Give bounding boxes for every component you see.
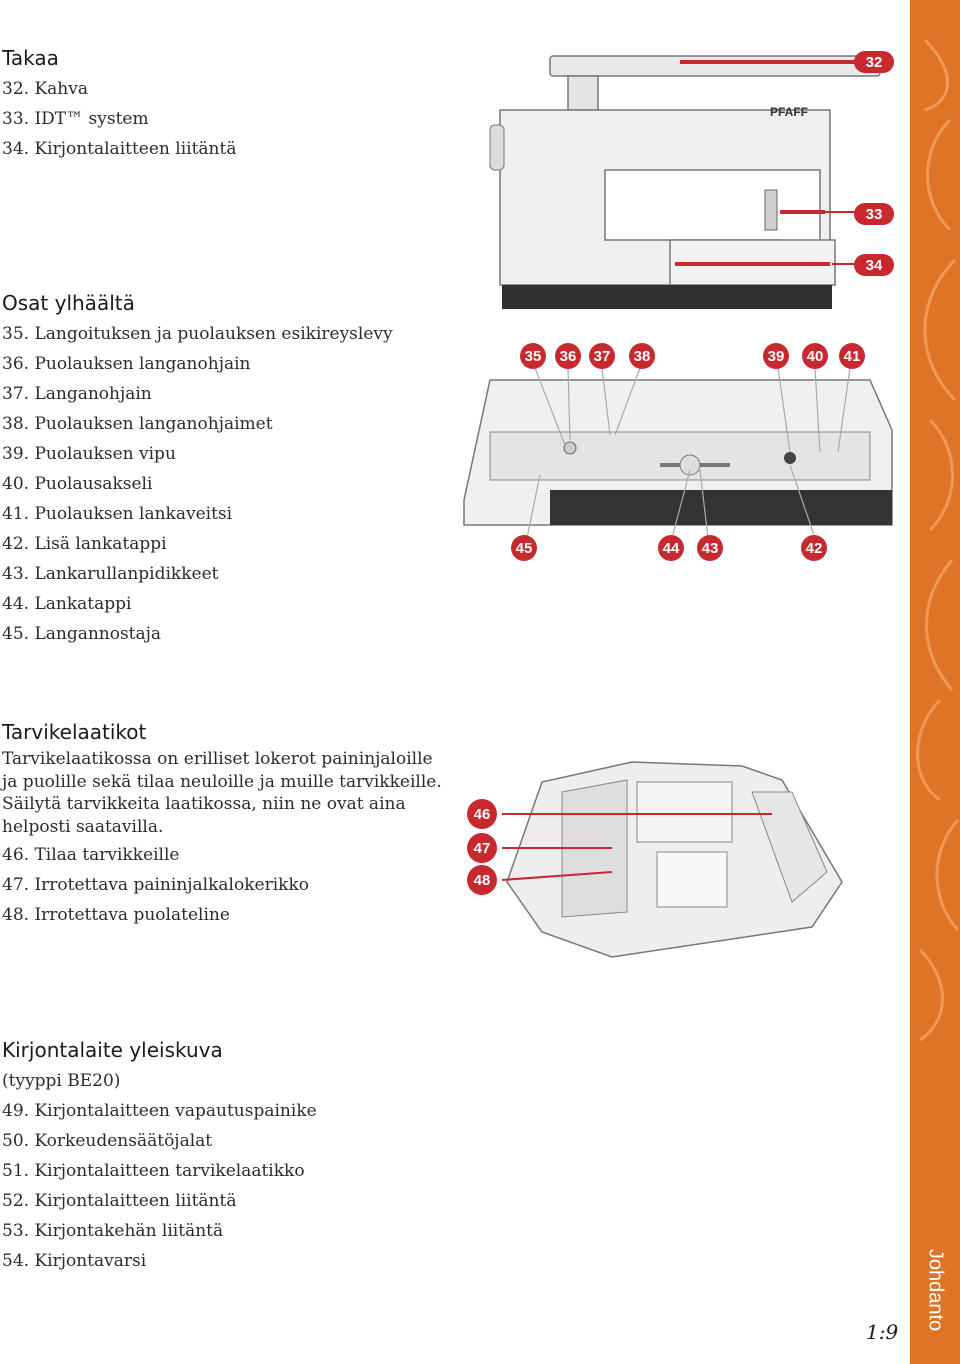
svg-text:32: 32 bbox=[865, 54, 883, 71]
section-top bbox=[2, 291, 462, 649]
connector-highlight bbox=[675, 262, 830, 266]
callout-badge bbox=[697, 535, 723, 561]
callout-badge bbox=[763, 343, 789, 369]
svg-text:37: 37 bbox=[593, 348, 611, 365]
machine-base bbox=[502, 285, 832, 309]
callout-badge bbox=[589, 343, 615, 369]
machine-base-dark bbox=[550, 490, 892, 525]
svg-text:44: 44 bbox=[662, 540, 680, 557]
list-item: 53. Kirjontakehän liitäntä bbox=[2, 1221, 224, 1241]
spool-pin-icon bbox=[784, 452, 796, 464]
paragraph bbox=[2, 748, 462, 838]
svg-text:45: 45 bbox=[515, 540, 533, 557]
list-item: 51. Kirjontalaitteen tarvikelaatikko bbox=[2, 1161, 305, 1181]
chapter-label: Johdanto bbox=[924, 1248, 947, 1332]
svg-text:46: 46 bbox=[473, 806, 491, 823]
brand-label: PFAFF bbox=[770, 105, 808, 119]
list-item: 47. Irrotettava paininjalkalokerikko bbox=[2, 875, 309, 895]
paragraph-line: helposti saatavilla. bbox=[2, 816, 164, 837]
list-item: 45. Langannostaja bbox=[2, 624, 162, 644]
list-item: 54. Kirjontavarsi bbox=[2, 1251, 147, 1271]
svg-text:41: 41 bbox=[843, 348, 861, 365]
callout-badge bbox=[520, 343, 546, 369]
paragraph-line: Säilytä tarvikkeita laatikossa, niin ne ovat aina bbox=[2, 794, 406, 814]
list-item: 34. Kirjontalaitteen liitäntä bbox=[2, 139, 237, 159]
idt-highlight bbox=[780, 210, 825, 214]
section-subtitle: (tyyppi BE20) bbox=[2, 1071, 121, 1091]
list-item: 36. Puolauksen langanohjain bbox=[2, 354, 251, 374]
callout-badge bbox=[854, 51, 894, 73]
svg-text:48: 48 bbox=[473, 872, 491, 889]
svg-text:39: 39 bbox=[767, 348, 785, 365]
callout-badge bbox=[555, 343, 581, 369]
section-back bbox=[2, 46, 462, 164]
list-item: 43. Lankarullanpidikkeet bbox=[2, 564, 219, 584]
svg-text:42: 42 bbox=[805, 540, 823, 557]
callout-badge bbox=[854, 254, 894, 276]
section-heading: Takaa bbox=[2, 46, 59, 70]
list-item: 50. Korkeudensäätöjalat bbox=[2, 1131, 213, 1151]
svg-text:33: 33 bbox=[865, 206, 883, 223]
machine-top-figure bbox=[460, 340, 900, 570]
callout-badge bbox=[802, 343, 828, 369]
list-item: 44. Lankatappi bbox=[2, 594, 132, 614]
list-item: 35. Langoituksen ja puolauksen esikireyslevy bbox=[2, 324, 393, 344]
callout-badge bbox=[511, 535, 537, 561]
callout-badge bbox=[658, 535, 684, 561]
svg-text:43: 43 bbox=[701, 540, 719, 557]
list-item: 39. Puolauksen vipu bbox=[2, 444, 176, 464]
section-heading: Tarvikelaatikot bbox=[2, 720, 147, 744]
paragraph-line: Tarvikelaatikossa on erilliset lokerot paininjaloille bbox=[2, 749, 433, 769]
machine-back-figure bbox=[480, 40, 900, 320]
paragraph-line: ja puolille sekä tilaa neuloille ja muille tarvikkeille. bbox=[2, 771, 442, 792]
handle-highlight bbox=[680, 60, 870, 64]
callout-badge bbox=[839, 343, 865, 369]
list-item: 40. Puolausakseli bbox=[2, 474, 153, 494]
svg-text:35: 35 bbox=[524, 348, 542, 365]
callout-badge bbox=[629, 343, 655, 369]
list-item: 49. Kirjontalaitteen vapautuspainike bbox=[2, 1101, 317, 1121]
callout-badge bbox=[467, 799, 497, 829]
chapter-sidebar bbox=[910, 0, 960, 1364]
accessory-box-figure bbox=[462, 752, 852, 967]
section-heading: Kirjontalaite yleiskuva bbox=[2, 1038, 223, 1062]
svg-text:34: 34 bbox=[865, 257, 883, 274]
list-item: 41. Puolauksen lankaveitsi bbox=[2, 504, 233, 524]
svg-text:36: 36 bbox=[559, 348, 577, 365]
page-number: 1:9 bbox=[866, 1320, 899, 1344]
callout-badge bbox=[854, 203, 894, 225]
callout-badge bbox=[467, 833, 497, 863]
list-item: 37. Langanohjain bbox=[2, 384, 152, 404]
svg-text:47: 47 bbox=[473, 840, 491, 857]
list-item: 38. Puolauksen langanohjaimet bbox=[2, 414, 273, 434]
list-item: 42. Lisä lankatappi bbox=[2, 534, 167, 554]
section-box bbox=[2, 720, 462, 930]
svg-text:40: 40 bbox=[806, 348, 824, 365]
section-heading: Osat ylhäältä bbox=[2, 291, 135, 315]
list-item: 32. Kahva bbox=[2, 79, 88, 99]
svg-text:38: 38 bbox=[633, 348, 651, 365]
section-embroidery bbox=[2, 1038, 462, 1276]
sidebar-ornament bbox=[910, 0, 960, 1364]
handle-shape bbox=[550, 56, 880, 76]
callout-badge bbox=[467, 865, 497, 895]
list-item: 52. Kirjontalaitteen liitäntä bbox=[2, 1191, 237, 1211]
list-item: 46. Tilaa tarvikkeille bbox=[2, 845, 180, 865]
callout-badge bbox=[801, 535, 827, 561]
list-item: 48. Irrotettava puolateline bbox=[2, 905, 230, 925]
list-item: 33. IDT™ system bbox=[2, 109, 149, 129]
